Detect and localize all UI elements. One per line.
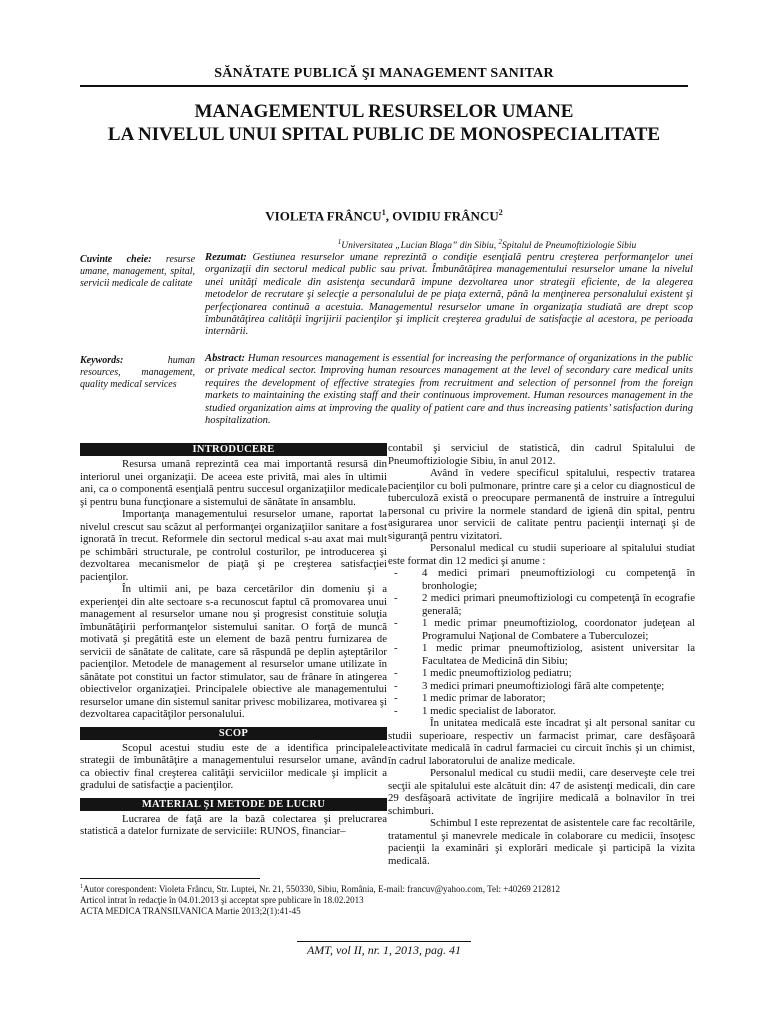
right-paragraph-4: În unitatea medicală este încadrat şi alt personal sanitar cu studii superioare, respectiv un farmacist primar, care desfăşoară activitate medicală în cadrul farmaciei cu circuit închis şi un chimist, în cadrul laboratorului de analize medicale.	[388, 717, 695, 767]
footnote-divider	[80, 878, 260, 879]
list-item	[388, 705, 695, 718]
right-paragraph-6: Schimbul I este reprezentat de asistentele care fac recoltările, tratamentul şi manevrele medicale în colaborare cu medicii, însoţesc pacienţii la examinări şi explorări medicale şi participă la vizita medicală.	[388, 817, 695, 867]
list-dash: -	[394, 679, 398, 692]
footnote-corresponding-author	[80, 882, 700, 895]
affil-mark-1: 1	[337, 238, 342, 246]
intro-paragraph-2: Importanţa managementului resurselor umane, raportat la nivelul crescut sau scăzut al performanţei organizaţiilor sanitare a fost ignorată în trecut. Reformele din sectorul medical s-au axat mai mult pe schimbări structurale, pe controlul costurilor, pe introducerea şi dezvoltarea mecanismelor de piaţă şi pe creşterea satisfacţiei pacienţilor.	[80, 508, 387, 583]
abstract-ro-label: Rezumat:	[205, 252, 247, 263]
body-right-column	[388, 442, 695, 867]
affil-2: Spitalul de Pneumoftiziologie Sibiu	[501, 241, 637, 252]
section-heading-scop: SCOP	[80, 727, 387, 740]
intro-paragraph-3: În ultimii ani, pe baza cercetărilor din domeniu şi a experienţei din alte sectoare s-a recunoscut faptul că promovarea unui management al resurselor umane nou şi progresist constituie soluţia îmbunătăţirii performanţelor sistemului sanitar. O forţă de muncă motivată şi pregătită este un element de bază pentru furnizarea de servicii de sănătate de calitate, care să răspundă pe deplin aşteptărilor pacienţilor. Metodele de management al resurselor umane utilizate în sănătate pot constitui un factor stimulator, sau de frânare în atingerea obiectivelor organizaţiei. Principalele obiective ale managementului resurselor umane din sistemul sanitar privesc mobilizarea, motivarea şi dezvoltarea capacităţilor personalului.	[80, 583, 387, 720]
section-heading-introducere: INTRODUCERE	[80, 443, 387, 456]
affil-1: Universitatea „Lucian Blaga” din Sibiu,	[341, 241, 499, 252]
affil-mark-2: 2	[498, 238, 502, 246]
abstract-ro	[205, 252, 693, 339]
author-1-affil-mark: 1	[381, 208, 386, 217]
list-dash: -	[394, 567, 398, 579]
scop-paragraph-1: Scopul acestui studiu este de a identifica principalele strategii de îmbunătăţire a managementului resurselor umane, având ca obiectiv final creşterea calităţii serviciilor medicale şi implicit a gradului de satisfacţie a pacienţilor.	[80, 741, 387, 791]
list-dash: -	[394, 667, 398, 679]
list-item-text: 4 medici primari pneumoftiziologi cu competenţă în bronhologie;	[422, 567, 695, 592]
author-2-affil-mark: 2	[498, 208, 503, 217]
author-list	[0, 208, 768, 224]
list-item-text: 1 medic pneumoftiziolog pediatru;	[422, 667, 572, 679]
article-title-line-2: LA NIVELUL UNUI SPITAL PUBLIC DE MONOSPECIALITATE	[107, 124, 661, 145]
list-item-text: 1 medic primar de laborator;	[422, 692, 546, 704]
author-1: VIOLETA FRÂNCU	[265, 208, 382, 224]
abstract-en-label: Abstract:	[205, 353, 246, 364]
keywords-ro	[80, 254, 195, 290]
list-dash: -	[394, 642, 398, 654]
footnote-line-2: Articol intrat în redacţie în 04.01.2013 şi acceptat spre publicare în 18.02.2013	[80, 895, 364, 905]
methods-paragraph-1: Lucrarea de faţă are la bază colectarea şi prelucrarea statistică a datelor furnizate de serviciile: RUNOS, financiar–	[80, 812, 387, 837]
keywords-en	[80, 355, 195, 391]
article-title-line-1: MANAGEMENTUL RESURSELOR UMANE	[194, 101, 574, 122]
abstract-en-text: Human resources management is essential for increasing the performance of organizations in the public or private medical sector. Improving human resources management at the level of secondary care medical units requires the development of effective strategies from recruitment and selection of personnel from the foreign markets to maintaining the existing staff and their continuous improvement. Human resources management in the studied organization aims at improving the quality of patient care and thus increasing patients’ satisfaction during hospitalization.	[205, 353, 693, 427]
author-separator: ,	[385, 208, 393, 224]
intro-paragraph-1: Resursa umană reprezintă cea mai importantă resursă din interiorul unei organizaţii. De aceea este privită, mai ales în ultimii ani, ca o componentă esenţială pentru succesul organizaţiilor medicale şi pentru buna funcţionare a sistemului de sănătate în ansamblu.	[80, 458, 387, 508]
list-item	[388, 567, 695, 592]
list-item	[388, 642, 695, 667]
list-item	[388, 692, 695, 705]
list-item-text: 2 medici primari pneumoftiziologi cu competenţă în ecografie generală;	[422, 592, 695, 617]
abstract-en	[205, 353, 693, 427]
list-item-text: 1 medic primar pneumoftiziolog, coordonator judeţean al Programului Naţional de Combatere a Tuberculozei;	[422, 617, 695, 642]
list-dash: -	[394, 692, 398, 704]
footnote-line-3: ACTA MEDICA TRANSILVANICA Martie 2013;2(1):41-45	[80, 906, 301, 916]
journal-section-header: SĂNĂTATE PUBLICĂ ŞI MANAGEMENT SANITAR	[80, 66, 688, 87]
right-paragraph-1: contabil şi serviciul de statistică, din cadrul Spitalului de Pneumoftiziologie Sibiu, în anul 2012.	[388, 442, 695, 467]
article-title	[40, 100, 728, 146]
list-item	[388, 680, 695, 693]
list-item	[388, 667, 695, 680]
list-item-text: 1 medic primar pneumoftiziolog, asistent universitar la Facultatea de Medicină din Sibiu;	[422, 642, 695, 667]
right-paragraph-2: Având în vedere specificul spitalului, respectiv tratarea pacienţilor cu boli pulmonare, printre care şi a celor cu diagnosticul de tuberculoză există o preocupare permanentă de instruire a întregului personal cu privire la normele standard de igienă din spital, pentru asigurarea unor servicii de calitate pentru pacienţii internaţi şi de siguranţă pentru vizitatori.	[388, 467, 695, 542]
footnotes	[80, 882, 700, 917]
keywords-ro-label: Cuvinte cheie:	[80, 254, 152, 265]
footnote-mark: 1	[80, 884, 83, 890]
body-left-column	[80, 440, 387, 838]
abstract-ro-text: Gestiunea resurselor umane reprezintă o condiţie esenţială pentru creşterea performanţelor unei organizaţii din sectorul medical public sau privat. Îmbunătăţirea managementului resurselor umane la nivelul unei unităţi medicale din asistenţa secundară impune dezvoltarea unor strategii eficiente, de la alegerea metodelor de recrutare şi selecţie a personalului de pe piaţa externă, până la menţinerea personalului existent şi perfecţionarea continuă a acestuia. Managementul resurselor umane în organizaţia studiată are drept scop îmbunătăţirea calităţii îngrijirii pacienţilor şi implicit creşterea gradului de satisfacţie al acestora, pe perioada internării.	[205, 252, 693, 338]
list-item	[388, 592, 695, 617]
keywords-en-label: Keywords:	[80, 355, 124, 366]
section-heading-material-metode: MATERIAL ŞI METODE DE LUCRU	[80, 798, 387, 811]
right-paragraph-5: Personalul medical cu studii medii, care deserveşte cele trei secţii ale spitalului este alcătuit din: 47 de asistenţi medicali, din care 29 desfăşoară activitate de îngrijire medicală a bolnavilor în trei schimburi.	[388, 767, 695, 817]
footnote-line-1: Autor corespondent: Violeta Frâncu, Str. Luptei, Nr. 21, 550330, Sibiu, România, E-mail: francuv@yahoo.com, Tel: +40269 212812	[83, 884, 561, 894]
keywords-en-text: human resources, management, quality medical services	[80, 355, 195, 390]
list-item	[388, 617, 695, 642]
page-footer	[0, 941, 768, 958]
right-paragraph-3: Personalul medical cu studii superioare al spitalului studiat este format din 12 medici şi anume :	[388, 542, 695, 567]
list-item-text: 1 medic specialist de laborator.	[422, 704, 557, 717]
keywords-ro-text: resurse umane, management, spital, servicii medicale de calitate	[80, 254, 196, 289]
list-dash: -	[394, 704, 398, 717]
affiliations	[206, 238, 768, 251]
page-footer-text: AMT, vol II, nr. 1, 2013, pag. 41	[297, 941, 471, 958]
physician-list	[388, 567, 695, 717]
list-dash: -	[394, 592, 398, 604]
author-2: OVIDIU FRÂNCU	[392, 208, 499, 224]
list-dash: -	[394, 617, 398, 629]
list-item-text: 3 medici primari pneumoftiziologi fără alte competenţe;	[422, 679, 665, 692]
